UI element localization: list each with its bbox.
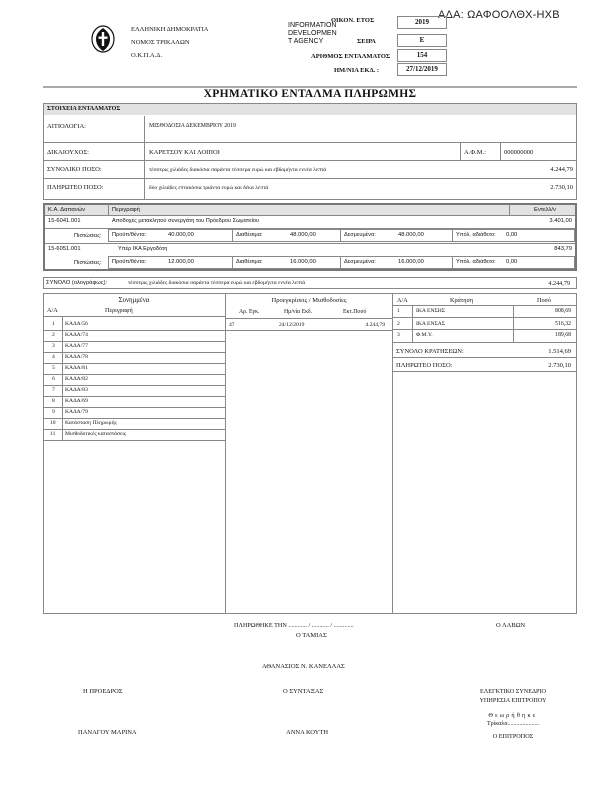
attachments-col-desc: Περιγραφή [105,307,133,314]
attachment-num: 6 [52,376,55,382]
audit-line-1: ΕΛΕΓΚΤΙΚΟ ΣΥΝΕΔΡΙΟ [480,688,546,695]
attachment-desc: ΚΑΔΑ/83 [65,387,88,393]
commitments-col-amount: Εκτ.Ποσό [343,309,367,315]
attachments-title: Συνημμένα [118,297,150,304]
sum-value: 4.244,79 [548,280,570,287]
total-words: τέσσερις χιλιάδες διακόσια σαράντα τέσσερα ευρώ και εβδομήντα εννέα λεπτά [149,167,327,173]
remainder-value: 0,00 [506,232,518,238]
attachment-num: 10 [50,420,56,426]
expense-desc: Αποδοχές μετακλητού συνεργάτη του Πρόεδρου Σωματείου [112,218,260,224]
reason-label: ΑΙΤΙΟΛΟΓΙΑ: [47,123,86,130]
attachment-num: 8 [52,398,55,404]
date-value: 27/12/2019 [397,63,447,76]
attachment-desc: ΚΑΔΑ/69 [65,398,88,404]
greek-emblem-icon [91,25,115,53]
number-label: ΑΡΙΘΜΟΣ ΕΝΤΑΛΜΑΤΟΣ [311,53,391,60]
attachment-desc: Κατάσταση Πληρωμής [65,420,117,426]
deductions-payable-label: ΠΛΗΡΩΤΕΟ ΠΟΣΟ: [396,362,453,369]
beneficiary-value: ΚΑΡΕΤΣΟΥ ΚΑΙ ΛΟΙΠΟΙ [149,149,220,156]
commitment-amount: 4.244,79 [365,322,385,328]
series-label: ΣΕΙΡΑ [357,38,376,45]
available-value: 16.000,00 [290,259,316,265]
agency-line-1: INFORMATION [288,22,337,29]
year-value: 2019 [397,16,447,29]
number-value: 154 [397,49,447,62]
deduction-name: Φ.Μ.Υ. [416,332,433,338]
date-label: ΗΜ/ΝΙΑ ΕΚΔ. : [334,67,380,74]
deduction-amount: 808,69 [555,308,571,314]
budget-value: 40.000,00 [168,232,194,238]
sum-label: ΣΥΝΟΛΟ (ολογράφως): [46,280,108,286]
credits-label: Πιστώσεις: [74,260,102,266]
year-label: ΟΙΚΟΝ. ΕΤΟΣ [331,17,375,24]
committed-label: Δεσμευμένα: [344,259,376,265]
deductions-col-name: Κράτηση [450,297,474,304]
col-expense-desc: Περιγραφή [112,207,140,213]
attachment-num: 4 [52,354,55,360]
attachments-col-aa: Α/Α [47,307,58,314]
president-name: ΠΑΝΑΓΟΥ ΜΑΡΙΝΑ [78,729,137,736]
commitments-col-date: Ημ/νία Εκδ. [284,309,313,315]
total-value: 4.244,79 [550,166,573,173]
commitment-date: 24/12/2019 [279,322,305,328]
attachment-num: 7 [52,387,55,393]
attachment-desc: ΚΑΔΑ/74 [65,332,88,338]
expense-amount: 843,79 [554,246,572,252]
col-expense-amount: Εντελλ/ν [534,207,556,213]
credits-label: Πιστώσεις: [74,233,102,239]
deduction-name: ΙΚΑ ΕΝΣΑΣ [416,321,446,327]
cashier-name: ΑΘΑΝΑΣΙΟΣ Ν. ΚΑΝΕΛΛΑΣ [262,663,345,670]
attachment-num: 2 [52,332,55,338]
agency-line-2: DEVELOPMEN [288,30,337,37]
attachment-num: 5 [52,365,55,371]
budget-value: 12.000,00 [168,259,194,265]
audit-line-3: Θεωρήθηκε [488,712,538,719]
attachment-desc: ΚΑΔΑ/78 [65,354,88,360]
attachment-desc: ΚΑΔΑ/79 [65,409,88,415]
composer-label: Ο ΣΥΝΤΑΞΑΣ [283,688,324,695]
audit-line-2: ΥΠΗΡΕΣΙΑ ΕΠΙΤΡΟΠΟΥ [479,697,547,704]
details-section-title: ΣΤΟΙΧΕΙΑ ΕΝΤΑΛΜΑΤΟΣ [47,106,121,112]
attachment-desc: ΚΑΔΑ/77 [65,343,88,349]
committed-value: 16.000,00 [398,259,424,265]
budget-label: Προϋπ/θέντα: [112,259,147,265]
committed-value: 48.000,00 [398,232,424,238]
afm-label: Α.Φ.Μ.: [464,149,486,156]
available-value: 48.000,00 [290,232,316,238]
audit-line-4: Τρίκαλα..................... [487,721,539,727]
deductions-total-value: 1.514,69 [548,348,571,355]
col-expense-code: Κ.Α. Δαπανών [48,207,86,213]
commitments-col-num: Αρ. Εγκ. [239,309,260,315]
commitments-title: Προεγκρίσεις / Μισθοδοσίες [271,297,347,304]
attachment-desc: ΚΑΔΑ/81 [65,365,88,371]
total-label: ΣΥΝΟΛΙΚΟ ΠΟΣΟ: [47,166,102,173]
composer-name: ΑΝΝΑ ΚΟΥΤΗ [286,729,329,736]
issuer-line-1: ΕΛΛΗΝΙΚΗ ΔΗΜΟΚΡΑΤΙΑ [131,26,209,33]
deductions-col-amount: Ποσό [537,297,551,304]
series-value: Ε [397,34,447,47]
reason-value: ΜΙΣΘΟΔΟΣΙΑ ΔΕΚΕΜΒΡΙΟΥ 2019 [149,123,236,129]
attachment-num: 9 [52,409,55,415]
attachment-desc: ΚΑΔΑ/82 [65,376,88,382]
expense-amount: 3.401,00 [549,218,572,224]
sum-words: τέσσερις χιλιάδες διακόσια σαράντα τέσσερα ευρώ και εβδομήντα εννέα λεπτά [128,280,306,286]
expense-desc: Υπέρ ΙΚΑ Εργοδότη [118,246,168,252]
issuer-line-2: ΝΟΜΟΣ ΤΡΙΚΑΛΩΝ [131,39,190,46]
committed-label: Δεσμευμένα: [344,232,376,238]
attachment-num: 1 [52,321,55,327]
deductions-payable-value: 2.730,10 [548,362,571,369]
issuer-line-3: Ο.Κ.Π.Α.Δ. [131,52,163,59]
payable-words: δύο χιλιάδες επτακόσια τριάντα ευρώ και δέκα λεπτά [149,185,269,191]
expense-code: 15-6041.001 [48,218,81,224]
deduction-amount: 189,68 [555,332,571,338]
document-title: ΧΡΗΜΑΤΙΚΟ ΕΝΤΑΛΜΑ ΠΛΗΡΩΜΗΣ [203,88,417,100]
attachment-num: 3 [52,343,55,349]
remainder-label: Υπόλ. αδιάθετο: [456,232,496,238]
deductions-col-aa: Α/Α [397,297,408,304]
commitment-num: 47 [229,322,235,328]
receiver-label: Ο ΛΑΒΩΝ [496,622,526,629]
audit-line-5: Ο ΕΠΙΤΡΟΠΟΣ [492,733,534,740]
paid-on: ΠΛΗΡΩΘΗΚΕ ΤΗΝ ............ / ........... / ............. [234,622,354,629]
payable-value: 2.730,10 [550,184,573,191]
available-label: Διαθέσιμα: [236,232,263,238]
deduction-num: 3 [397,332,400,338]
ada-code: ΑΔΑ: ΩΑΦΟΟΛΘΧ-ΗΧΒ [438,9,560,21]
available-label: Διαθέσιμα: [236,259,263,265]
remainder-label: Υπόλ. αδιάθετο: [456,259,496,265]
president-label: Η ΠΡΟΕΔΡΟΣ [83,688,123,695]
afm-value: 000000000 [504,149,534,156]
attachment-num: 11 [50,431,56,437]
deduction-amount: 516,32 [555,321,571,327]
remainder-value: 0,00 [506,259,518,265]
cashier-label: Ο ΤΑΜΙΑΣ [296,632,327,639]
deduction-num: 1 [397,308,400,314]
deduction-num: 2 [397,321,400,327]
attachment-desc: ΚΑΔΑ/56 [65,321,88,327]
beneficiary-label: ΔΙΚΑΙΟΥΧΟΣ: [47,149,89,156]
budget-label: Προϋπ/θέντα: [112,232,147,238]
expense-code: 15-6051.001 [48,246,81,252]
attachment-desc: Μισθοδοτικές καταστάσεις [65,431,127,437]
deductions-total-label: ΣΥΝΟΛΟ ΚΡΑΤΗΣΕΩΝ: [396,348,464,355]
payable-label: ΠΛΗΡΩΤΕΟ ΠΟΣΟ: [47,184,104,191]
deduction-name: ΙΚΑ ΕΝΣΗΣ [416,308,446,314]
agency-line-3: T AGENCY [288,38,324,45]
